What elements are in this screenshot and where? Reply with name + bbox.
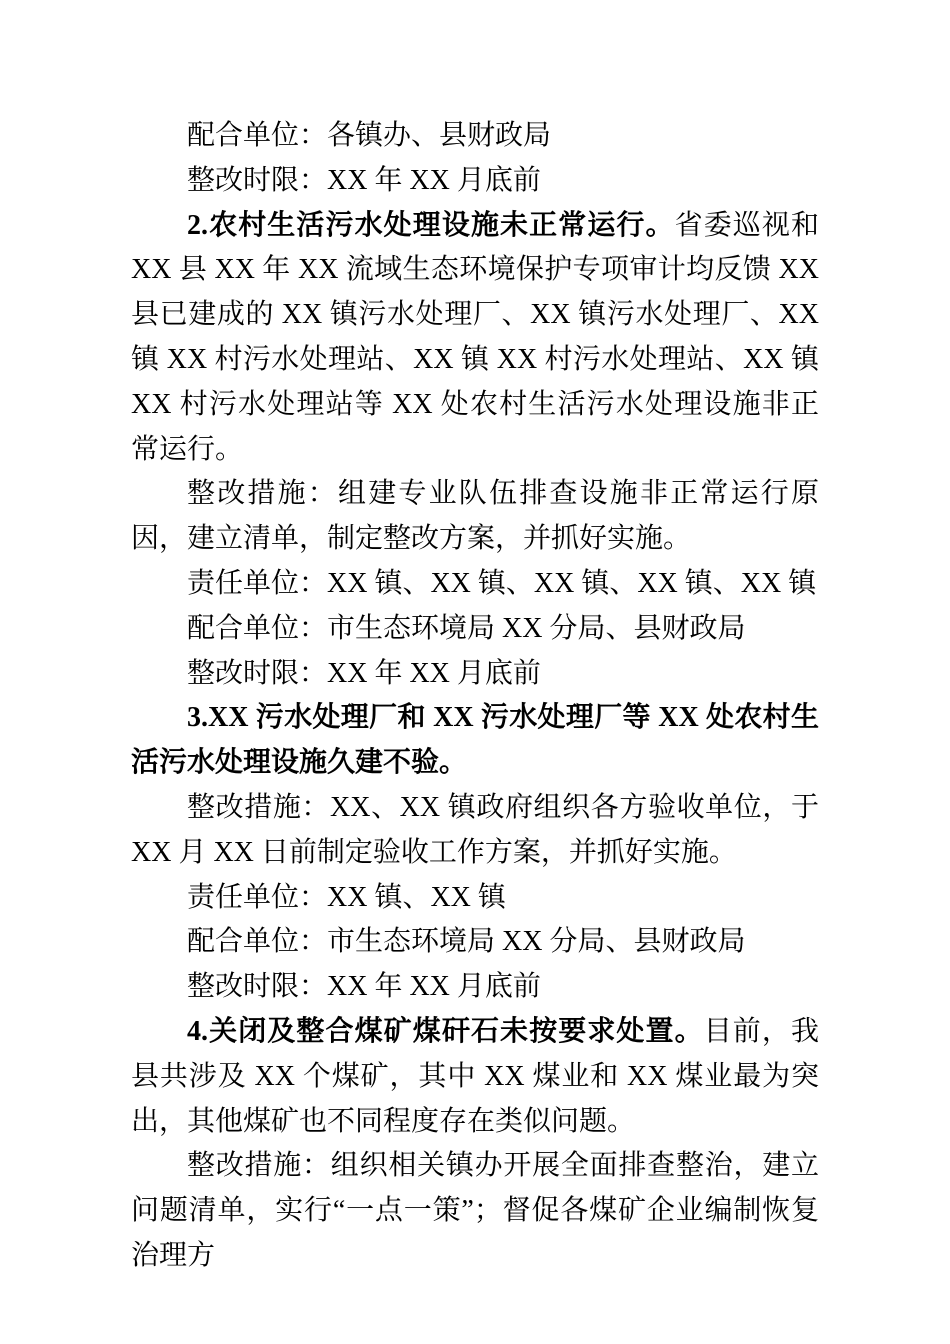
- paragraph-assist-unit: [131, 607, 819, 652]
- paragraph-text: 整改措施：组织相关镇办开展全面排查整治，建立问题清单，实行“一点一策”；督促各煤矿企业编制恢复治理方: [131, 1150, 819, 1271]
- paragraph-text: 整改措施：XX、XX 镇政府组织各方验收单位，于 XX 月 XX 日前制定验收工作方案，并抓好实施。: [131, 791, 819, 868]
- issue-4-body-text: 目前，我县共涉及 XX 个煤矿，其中 XX 煤业和 XX 煤业最为突出，其他煤矿也不同程度存在类似问题。: [131, 1015, 819, 1137]
- issue-4-paragraph: [131, 1010, 819, 1144]
- paragraph-duty-unit: [131, 876, 819, 921]
- paragraph-text: 责任单位：XX 镇、XX 镇: [187, 881, 506, 913]
- issue-4-heading: 4.关闭及整合煤矿煤矸石未按要求处置。: [187, 1015, 704, 1047]
- paragraph-text: 整改措施：组建专业队伍排查设施非正常运行原因，建立清单，制定整改方案，并抓好实施。: [131, 478, 819, 555]
- paragraph-text: 整改时限：XX 年 XX 月底前: [187, 971, 541, 1003]
- document-body: [131, 114, 819, 1279]
- paragraph-duty-unit: [131, 562, 819, 607]
- paragraph-deadline: [131, 965, 819, 1010]
- paragraph-measures: [131, 786, 819, 876]
- paragraph-measures-truncated: [131, 1144, 819, 1278]
- paragraph-text: 整改时限：XX 年 XX 月底前: [187, 164, 541, 196]
- issue-2-body-text: 省委巡视和 XX 县 XX 年 XX 流域生态环境保护专项审计均反馈 XX 县已建成的 XX 镇污水处理厂、XX 镇污水处理厂、XX 镇 XX 村污水处理站、XX 镇 XX 村污水处理站、XX 镇 XX 村污水处理站等 XX 处农村生活污水处理设施非正常运行。: [131, 209, 819, 465]
- issue-3-paragraph: [131, 696, 819, 786]
- paragraph-assist-unit: [131, 920, 819, 965]
- paragraph-text: 责任单位：XX 镇、XX 镇、XX 镇、XX 镇、XX 镇: [187, 567, 817, 599]
- paragraph-text: 配合单位：市生态环境局 XX 分局、县财政局: [187, 926, 746, 958]
- paragraph-deadline: [131, 652, 819, 697]
- paragraph-text: 整改时限：XX 年 XX 月底前: [187, 657, 541, 689]
- issue-2-paragraph: [131, 204, 819, 473]
- paragraph-measures: [131, 472, 819, 562]
- paragraph-assist-unit: [131, 114, 819, 159]
- paragraph-text: 配合单位：市生态环境局 XX 分局、县财政局: [187, 612, 746, 644]
- paragraph-text: 配合单位：各镇办、县财政局: [187, 120, 552, 151]
- issue-2-heading: 2.农村生活污水处理设施未正常运行。: [187, 209, 675, 241]
- issue-3-heading: 3.XX 污水处理厂和 XX 污水处理厂等 XX 处农村生活污水处理设施久建不验。: [131, 702, 819, 779]
- paragraph-deadline: [131, 159, 819, 204]
